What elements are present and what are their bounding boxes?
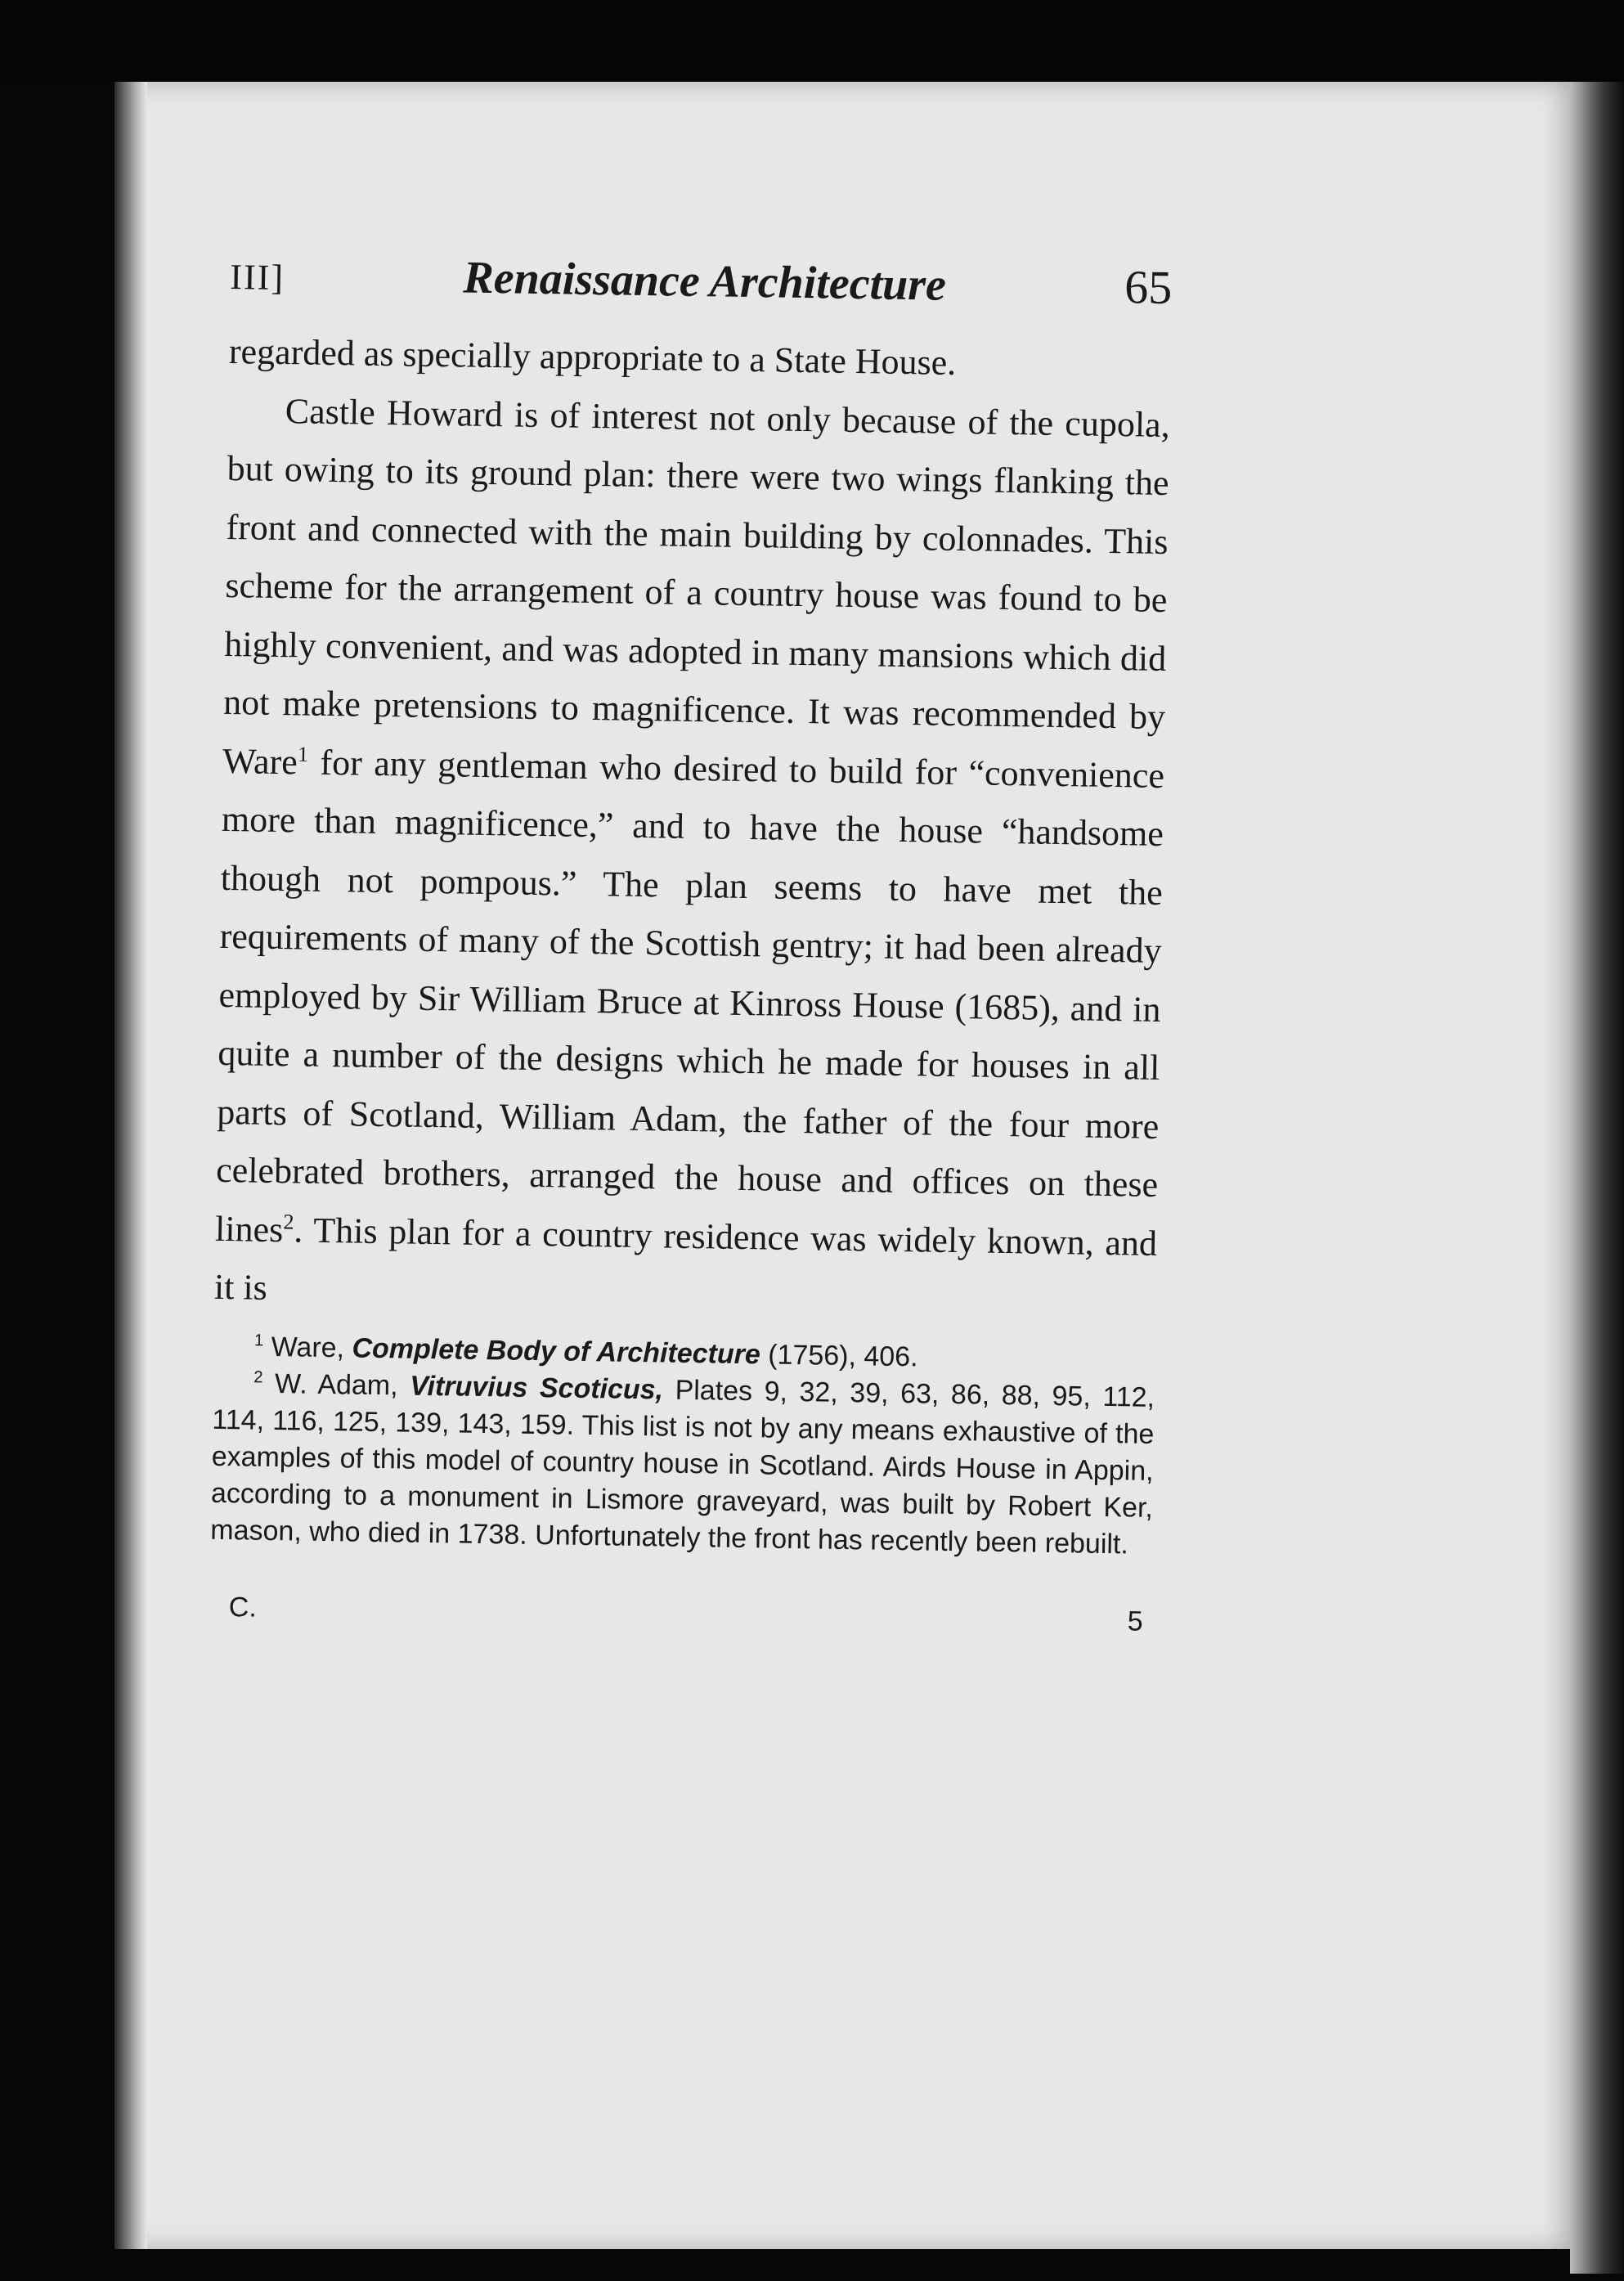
- signature-mark-right: 5: [1127, 1605, 1144, 1637]
- running-title: Renaissance Architecture: [462, 252, 947, 311]
- footnote-2-text-b: Plates 9, 32, 39, 63, 86, 88, 95, 112, 114, 116, 125, 139, 143, 159. This list is not by any means exhaustive of the examples of this model of country house in Scotland. Airds House in Appin, according to a monument in Lismore graveyard, was built by Robert Ker, mason, who died in 1738. Unfortunately the front has recently been rebuilt.: [210, 1373, 1155, 1560]
- footnote-2-title: Vitruvius Scoticus,: [409, 1370, 664, 1405]
- footnote-1-title: Complete Body of Architecture: [352, 1332, 761, 1370]
- page-number: 65: [1124, 260, 1173, 315]
- paragraph-2-part-b: for any gentleman who desired to build for “convenience more than magnificence,” and to have the house “handsome though not pompous.” The plan seems to have met the requirements of many of the Scottish gentry; it had been already employed by Sir William Bruce at Kinross House (1685), and in quite a number of the designs which he made for houses in all parts of Scotland, William Adam, the father of the four more celebrated brothers, arranged the house and offices on these lines: [214, 742, 1165, 1250]
- body-text: [213, 322, 1171, 1331]
- footnote-ref-2: 2: [283, 1209, 294, 1234]
- footnote-ref-1: 1: [297, 741, 309, 766]
- chapter-number: III]: [230, 256, 285, 299]
- signature-mark-left: C.: [228, 1591, 258, 1623]
- paragraph-2-part-c: . This plan for a country residence was widely known, and it is: [213, 1209, 1158, 1308]
- paragraph-2: [213, 380, 1170, 1331]
- footnotes: [210, 1327, 1155, 1563]
- text-block: [209, 245, 1173, 1637]
- footnote-1-mark: 1: [253, 1331, 264, 1349]
- running-head: [230, 245, 1173, 335]
- scan-top-border: [0, 0, 1624, 82]
- paragraph-1: regarded as specially appropriate to a State House.: [228, 330, 957, 383]
- footnote-2: [210, 1364, 1155, 1563]
- page-gutter-shadow: [114, 82, 147, 2249]
- footnote-1-text-a: Ware,: [262, 1331, 352, 1363]
- footnote-2-text-a: W. Adam,: [262, 1367, 410, 1402]
- footnote-2-mark: 2: [253, 1367, 263, 1386]
- footnote-1-text-b: (1756), 406.: [760, 1338, 918, 1372]
- paragraph-2-part-a: Castle Howard is of interest not only because of the cupola, but owing to its ground plan: there were two wings flanking the front and connected with the main building by colonnades. This scheme for the arrangement of a country house was found to be highly convenient, and was adopted in many mansions which did not make pretensions to magnificence. It was recommended by Ware: [222, 390, 1171, 782]
- page-right-edge: [1570, 82, 1624, 2274]
